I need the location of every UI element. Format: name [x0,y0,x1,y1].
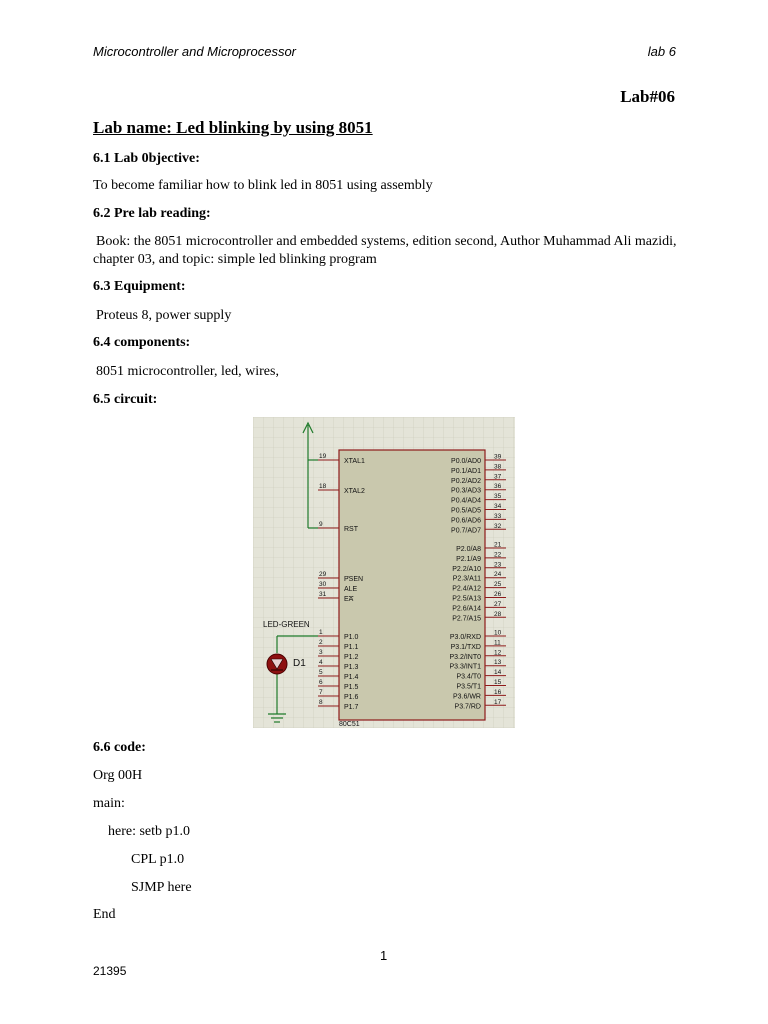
pin-name-ea: EA [344,596,354,603]
header-course-title: Microcontroller and Microprocessor [93,44,297,59]
pin-number-15: 15 [494,679,502,686]
pin-name-p1-5: P1.5 [344,684,359,691]
pin-name-p0-6-ad6: P0.6/AD6 [451,517,481,525]
pin-name-p1-6: P1.6 [344,694,359,701]
code-line-sjmp: SJMP here [131,880,192,895]
led-label: LED-GREEN [263,620,310,629]
pin-number-2: 2 [319,639,323,646]
pin-name-p0-7-ad7: P0.7/AD7 [451,527,481,535]
pin-number-21: 21 [494,541,502,549]
pin-name-p2-7-a15: P2.7/A15 [452,615,481,623]
pin-number-29: 29 [319,571,327,578]
code-line-cpl: CPL p1.0 [131,852,185,867]
pin-name-p1-4: P1.4 [344,674,359,681]
prelab-text: Book: the 8051 microcontroller and embedded systems, edition second, Author Muhammad Ali mazidi, chapter 03, and topic: simple led blinking program [93,234,677,267]
pin-name-psen: PSEN [344,576,364,583]
pin-number-10: 10 [494,629,502,637]
pin-number-1: 1 [319,629,323,636]
pin-number-5: 5 [319,669,323,676]
pin-name-p0-2-ad2: P0.2/AD2 [451,477,481,485]
pin-name-p1-1: P1.1 [344,644,359,651]
pin-number-39: 39 [494,453,502,461]
lab-number: Lab#06 [620,87,675,106]
pin-number-11: 11 [494,639,501,647]
pin-name-p1-2: P1.2 [344,654,359,661]
components-text: 8051 microcontroller, led, wires, [96,364,279,379]
pin-name-p1-3: P1.3 [344,664,359,671]
pin-number-31: 31 [319,591,327,598]
lab-name-title: Lab name: Led blinking by using 8051 [93,118,373,137]
pin-name-xtal1: XTAL1 [344,458,365,465]
led-reference: D1 [293,658,306,669]
pin-number-19: 19 [319,453,327,460]
pin-name-p3-2-int0: P3.2/INT0 [449,653,481,661]
pin-number-9: 9 [319,521,323,528]
pin-number-30: 30 [319,581,327,588]
pin-name-p3-4-t0: P3.4/T0 [456,673,481,681]
pin-number-32: 32 [494,522,502,530]
pin-number-13: 13 [494,659,502,667]
pin-number-27: 27 [494,600,502,608]
equipment-text: Proteus 8, power supply [96,308,232,323]
code-line-main: main: [93,796,125,811]
pin-number-36: 36 [494,483,502,491]
pin-name-p0-0-ad0: P0.0/AD0 [451,458,481,465]
pin-name-p0-3-ad3: P0.3/AD3 [451,487,481,495]
pin-name-p0-1-ad1: P0.1/AD1 [451,467,481,475]
pin-number-38: 38 [494,463,502,471]
pin-number-37: 37 [494,473,502,481]
pin-number-12: 12 [494,649,502,657]
pin-name-p2-6-a14: P2.6/A14 [452,605,481,613]
pin-number-7: 7 [319,689,323,696]
pin-number-18: 18 [319,483,327,490]
pin-name-xtal2: XTAL2 [344,488,365,495]
pin-name-p2-1-a9: P2.1/A9 [456,555,481,563]
pin-name-p0-5-ad5: P0.5/AD5 [451,507,481,515]
pin-number-8: 8 [319,699,323,706]
equipment-heading: 6.3 Equipment: [93,279,186,294]
pin-name-p1-7: P1.7 [344,704,359,711]
circuit-diagram [253,417,515,728]
pin-number-17: 17 [494,698,502,706]
pin-number-22: 22 [494,551,502,559]
header-lab-label: lab 6 [647,44,676,59]
pin-name-p3-0-rxd: P3.0/RXD [449,634,481,641]
pin-name-p3-7-rd: P3.7/RD [454,703,481,711]
pin-name-p2-5-a13: P2.5/A13 [452,595,481,603]
code-heading: 6.6 code: [93,740,146,755]
code-line-setb: here: setb p1.0 [108,824,191,839]
pin-number-34: 34 [494,503,502,510]
pin-number-25: 25 [494,581,502,589]
code-line-end: End [93,907,116,922]
footer-id: 21395 [93,964,127,978]
code-line-org: Org 00H [93,768,143,783]
pin-number-26: 26 [494,591,502,598]
led-icon [267,654,287,674]
pin-name-p2-3-a11: P2.3/A11 [452,575,481,583]
pin-number-14: 14 [494,669,502,677]
pin-number-16: 16 [494,688,502,696]
page-number: 1 [380,948,388,963]
pin-number-35: 35 [494,493,502,501]
pin-name-p2-0-a8: P2.0/A8 [456,546,481,553]
objective-text: To become familiar how to blink led in 8051 using assembly [93,178,433,193]
pin-number-33: 33 [494,512,502,520]
pin-name-p3-6-wr: P3.6/WR [452,693,481,701]
pin-number-23: 23 [494,561,502,569]
circuit-heading: 6.5 circuit: [93,392,158,407]
pin-name-p3-5-t1: P3.5/T1 [456,683,481,691]
pin-number-24: 24 [494,571,502,579]
pin-name-p3-3-int1: P3.3/INT1 [449,663,481,671]
pin-name-ale: ALE [344,586,358,593]
pin-number-6: 6 [319,679,323,686]
pin-number-3: 3 [319,649,323,656]
pin-name-p1-0: P1.0 [344,634,359,641]
prelab-heading: 6.2 Pre lab reading: [93,206,211,221]
pin-number-4: 4 [319,659,323,666]
pin-number-28: 28 [494,610,502,618]
pin-name-p2-4-a12: P2.4/A12 [452,585,481,593]
pin-name-p3-1-txd: P3.1/TXD [450,643,481,651]
objective-heading: 6.1 Lab 0bjective: [93,151,200,166]
pin-name-p2-2-a10: P2.2/A10 [452,565,481,573]
pin-name-p0-4-ad4: P0.4/AD4 [451,497,481,505]
components-heading: 6.4 components: [93,335,191,350]
pin-name-rst: RST [344,526,358,533]
chip-name-label: 80C51 [339,721,360,728]
